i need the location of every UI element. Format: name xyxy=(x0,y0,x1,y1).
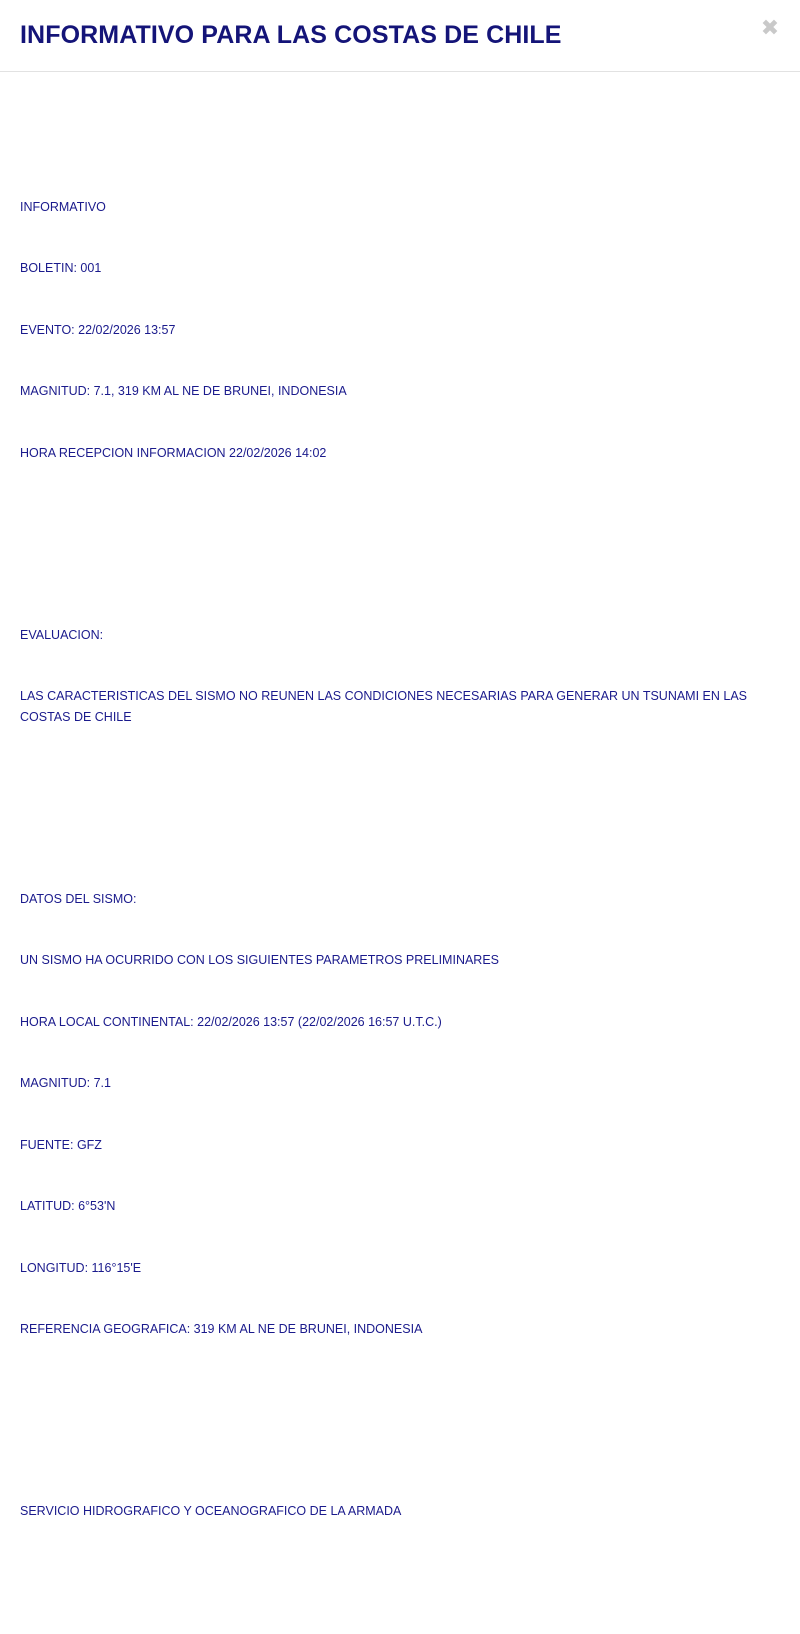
quake-geographic-reference: REFERENCIA GEOGRAFICA: 319 KM AL NE DE BRUNEI, INDONESIA xyxy=(20,1322,423,1336)
quake-magnitude: MAGNITUD: 7.1 xyxy=(20,1076,111,1090)
bulletin-event: EVENTO: 22/02/2026 13:57 xyxy=(20,322,176,337)
quake-local-time: HORA LOCAL CONTINENTAL: 22/02/2026 13:57 (22/02/2026 16:57 U.T.C.) xyxy=(20,1014,442,1029)
bulletin-footer-block xyxy=(20,1460,780,1563)
evaluation-text: LAS CARACTERISTICAS DEL SISMO NO REUNEN LAS CONDICIONES NECESARIAS PARA GENERAR UN TSUNAMI EN LAS COSTAS DE CHILE xyxy=(20,689,751,724)
bulletin-header-block xyxy=(20,156,780,505)
page-title: INFORMATIVO PARA LAS COSTAS DE CHILE xyxy=(20,20,562,49)
quake-data-intro: UN SISMO HA OCURRIDO CON LOS SIGUIENTES PARAMETROS PRELIMINARES xyxy=(20,953,500,967)
quake-data-heading: DATOS DEL SISMO: xyxy=(20,891,137,906)
bulletin-text xyxy=(20,94,780,1624)
dialog-header xyxy=(0,0,800,72)
evaluation-block xyxy=(20,584,780,769)
quake-source: FUENTE: GFZ xyxy=(20,1137,102,1152)
bulletin-type: INFORMATIVO xyxy=(20,199,106,214)
quake-latitude: LATITUD: 6°53'N xyxy=(20,1199,116,1213)
issuing-service: SERVICIO HIDROGRAFICO Y OCEANOGRAFICO DE LA ARMADA xyxy=(20,1504,402,1518)
quake-longitude: LONGITUD: 116°15'E xyxy=(20,1260,142,1275)
bulletin-number: BOLETIN: 001 xyxy=(20,261,102,275)
dialog-body xyxy=(0,72,800,1634)
quake-data-block xyxy=(20,848,780,1381)
bulletin-reception-time: HORA RECEPCION INFORMACION 22/02/2026 14:02 xyxy=(20,445,327,460)
evaluation-heading: EVALUACION: xyxy=(20,627,104,642)
close-icon[interactable]: ✖ xyxy=(760,15,780,40)
bulletin-magnitude-summary: MAGNITUD: 7.1, 319 KM AL NE DE BRUNEI, INDONESIA xyxy=(20,384,347,398)
